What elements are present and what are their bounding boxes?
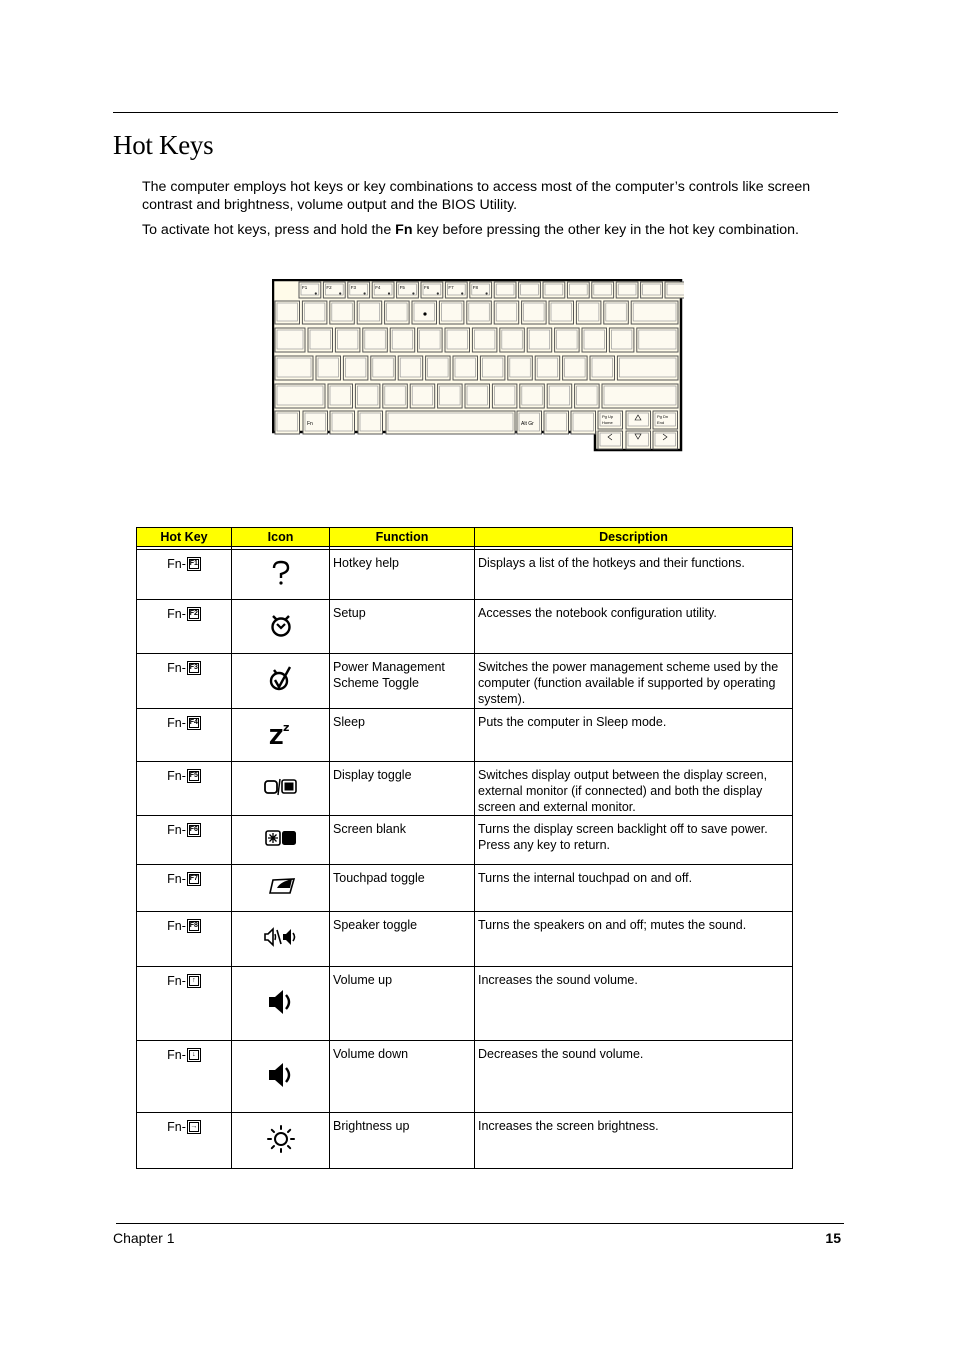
table-row	[137, 967, 793, 1041]
table-row	[137, 816, 793, 865]
keycap-11: →	[187, 1120, 201, 1134]
function-cell: Volume up	[330, 967, 475, 1041]
letter-key	[520, 384, 545, 408]
touchpad-icon	[266, 885, 296, 899]
letter-key	[465, 384, 490, 408]
description-cell: Turns the display screen backlight off to save power. Press any key to return.	[475, 816, 793, 865]
function-cell: Setup	[330, 600, 475, 654]
alt-key	[358, 411, 383, 434]
pgup-label-2: Home	[602, 420, 613, 425]
right-arrow-key	[653, 431, 678, 449]
number-row-key	[467, 301, 492, 324]
screen-blank-icon	[437, 292, 439, 294]
windows-key	[330, 411, 355, 434]
letter-key	[500, 328, 525, 352]
number-row-key	[494, 301, 519, 324]
number-row-key	[385, 301, 410, 324]
table-row	[137, 762, 793, 816]
keycap-4: F4	[187, 716, 201, 730]
left-shift-key	[275, 384, 325, 408]
header-icon: Icon	[232, 528, 330, 547]
letter-key	[438, 384, 463, 408]
letter-key	[547, 384, 572, 408]
letter-key	[335, 328, 360, 352]
ctrl-right-key	[571, 411, 596, 434]
enter-key-lower	[617, 356, 678, 380]
display-toggle-icon	[263, 785, 299, 799]
letter-key	[371, 356, 396, 380]
tab-key	[275, 328, 305, 352]
instruction-paragraph	[142, 221, 842, 239]
function-row-key	[567, 282, 589, 298]
function-row-key	[592, 282, 614, 298]
fn-prefix: Fn-	[167, 823, 186, 837]
question-icon	[269, 575, 293, 589]
description-cell: Turns the speakers on and off; mutes the sound.	[475, 912, 793, 967]
fkey-label-6: F6	[424, 285, 430, 290]
setup-icon	[423, 312, 426, 315]
hotkey-cell	[137, 654, 232, 709]
description-cell: Increases the screen brightness.	[475, 1113, 793, 1169]
svg-text:z: z	[282, 721, 289, 734]
hotkey-cell	[137, 912, 232, 967]
function-cell: Hotkey help	[330, 550, 475, 600]
fkey-label-4: F4	[375, 285, 381, 290]
number-row-key	[439, 301, 464, 324]
letter-key	[316, 356, 341, 380]
description-cell: Switches display output between the display screen, external monitor (if connected) and both the display screen and external monitor.	[475, 762, 793, 816]
fn-prefix: Fn-	[167, 1120, 186, 1134]
function-cell: Touchpad toggle	[330, 865, 475, 912]
header-hot-key: Hot Key	[137, 528, 232, 547]
number-row-key	[604, 301, 629, 324]
letter-key	[390, 328, 415, 352]
hotkey-cell	[137, 865, 232, 912]
description-cell: Accesses the notebook configuration utility.	[475, 600, 793, 654]
icon-cell	[232, 654, 330, 709]
keycap-10: ↓	[187, 1048, 201, 1062]
icon-cell	[232, 600, 330, 654]
number-row-key	[576, 301, 601, 324]
letter-key	[453, 356, 478, 380]
description-cell: Increases the sound volume.	[475, 967, 793, 1041]
icon-cell	[232, 1041, 330, 1113]
left-arrow-key	[598, 431, 623, 449]
speaker-toggle-icon	[263, 937, 299, 951]
icon-cell	[232, 912, 330, 967]
function-row-key	[616, 282, 638, 298]
hotkey-cell	[137, 550, 232, 600]
fkey-label-8: F8	[472, 285, 479, 290]
number-row-key	[522, 301, 547, 324]
brightness-up-icon	[266, 1143, 296, 1157]
function-row-key	[543, 282, 565, 298]
function-cell: Screen blank	[330, 816, 475, 865]
intro-paragraph: The computer employs hot keys or key combinations to access most of the computer’s controls like screen contrast and brightness, volume output and the BIOS Utility.	[142, 179, 811, 213]
fn-prefix: Fn-	[167, 974, 186, 988]
function-cell: Brightness up	[330, 1113, 475, 1169]
letter-key	[555, 328, 580, 352]
fn-prefix: Fn-	[167, 919, 186, 933]
description-cell: Decreases the sound volume.	[475, 1041, 793, 1113]
table-row	[137, 1113, 793, 1169]
fkey-label-5: F5	[399, 285, 405, 290]
letter-key	[363, 328, 388, 352]
letter-key	[582, 328, 607, 352]
fn-prefix: Fn-	[167, 607, 186, 621]
setup-icon	[269, 627, 293, 641]
pgdn-label-1: Pg Dn	[657, 414, 669, 419]
keycap-6: F6	[187, 823, 201, 837]
hotkey-cell	[137, 816, 232, 865]
function-cell: Display toggle	[330, 762, 475, 816]
number-row-key	[302, 301, 327, 324]
display-toggle-icon	[412, 292, 414, 294]
letter-key	[418, 328, 443, 352]
fn-prefix: Fn-	[167, 1048, 186, 1062]
footer-chapter: Chapter 1	[113, 1230, 175, 1246]
icon-cell	[232, 865, 330, 912]
keyboard-illustration	[272, 279, 684, 453]
sleep-icon	[268, 721, 294, 749]
letter-key	[563, 356, 588, 380]
table-row	[137, 709, 793, 762]
number-row-key	[330, 301, 355, 324]
letter-key	[508, 356, 533, 380]
speaker-toggle-icon	[486, 292, 488, 294]
letter-key	[398, 356, 423, 380]
letter-key	[492, 384, 517, 408]
sleep-icon	[388, 292, 390, 294]
letter-key	[426, 356, 451, 380]
ctrl-key	[275, 411, 300, 434]
letter-key	[355, 384, 380, 408]
description-cell: Switches the power management scheme used by the computer (function available if supported by operating system).	[475, 654, 793, 709]
altgr-key-label: Alt Gr	[521, 421, 534, 427]
fn-prefix: Fn-	[167, 557, 186, 571]
pgdn-label-2: End	[657, 420, 665, 425]
setup-icon	[339, 292, 341, 294]
table-row	[137, 865, 793, 912]
table-row	[137, 1041, 793, 1113]
header-description: Description	[475, 528, 793, 547]
hotkey-cell	[137, 762, 232, 816]
backspace-key	[631, 301, 678, 324]
volume-up-icon	[266, 1006, 296, 1020]
number-row-key	[275, 301, 300, 324]
touchpad-icon	[461, 292, 463, 294]
letter-key	[609, 328, 634, 352]
caps-key	[275, 356, 313, 380]
function-cell: Speaker toggle	[330, 912, 475, 967]
fn-prefix: Fn-	[167, 769, 186, 783]
table-row	[137, 550, 793, 600]
instruction-text-end: key before pressing the other key in the hot key combination.	[412, 222, 799, 238]
function-cell: Power Management Scheme Toggle	[330, 654, 475, 709]
table-row	[137, 600, 793, 654]
footer-rule	[116, 1223, 844, 1224]
function-row-key	[519, 282, 541, 298]
enter-key	[637, 328, 678, 352]
letter-key	[383, 384, 408, 408]
letter-key	[328, 384, 353, 408]
function-row-key	[665, 282, 684, 298]
function-row-key	[641, 282, 663, 298]
letter-key	[527, 328, 552, 352]
header-function: Function	[330, 528, 475, 547]
right-shift-key	[602, 384, 678, 408]
letter-key	[575, 384, 600, 408]
power-scheme-icon	[364, 292, 366, 294]
table-header-row	[137, 528, 793, 547]
function-cell: Sleep	[330, 709, 475, 762]
power-scheme-icon	[268, 682, 294, 696]
icon-cell	[232, 709, 330, 762]
fn-prefix: Fn-	[167, 716, 186, 730]
screen-blank-icon	[265, 836, 297, 850]
table-row	[137, 912, 793, 967]
function-cell: Volume down	[330, 1041, 475, 1113]
hotkey-cell	[137, 709, 232, 762]
keycap-7: F7	[187, 872, 201, 886]
function-row-key	[494, 282, 516, 298]
number-row-key	[412, 301, 437, 324]
letter-key	[343, 356, 368, 380]
fn-prefix: Fn-	[167, 661, 186, 675]
icon-cell	[232, 967, 330, 1041]
keycap-2: F2	[187, 607, 201, 621]
pgup-label-1: Pg Up	[602, 414, 614, 419]
icon-cell	[232, 762, 330, 816]
letter-key	[590, 356, 615, 380]
number-row-key	[549, 301, 574, 324]
description-cell: Turns the internal touchpad on and off.	[475, 865, 793, 912]
menu-key	[544, 411, 569, 434]
hotkey-cell	[137, 1113, 232, 1169]
header-rule	[113, 112, 838, 113]
description-cell: Displays a list of the hotkeys and their functions.	[475, 550, 793, 600]
hotkey-cell	[137, 1041, 232, 1113]
instruction-text-start: To activate hot keys, press and hold the	[142, 222, 396, 238]
fkey-label-3: F3	[350, 285, 357, 290]
icon-cell	[232, 816, 330, 865]
space-bar	[386, 411, 515, 434]
keycap-9: ↑	[187, 974, 201, 988]
letter-key	[480, 356, 505, 380]
hotkey-cell	[137, 967, 232, 1041]
footer-page-number: 15	[825, 1230, 841, 1246]
page-title: Hot Keys	[113, 130, 214, 160]
letter-key	[445, 328, 470, 352]
keycap-8: F8	[187, 919, 201, 933]
fkey-label-7: F7	[448, 285, 454, 290]
fn-key-label: Fn	[307, 421, 313, 427]
hotkey-cell	[137, 600, 232, 654]
keycap-1: F1	[187, 557, 201, 571]
fkey-label-1: F1	[302, 285, 308, 290]
keycap-3: F3	[187, 661, 201, 675]
question-icon	[315, 292, 317, 294]
fn-key-name: Fn	[395, 222, 413, 238]
letter-key	[535, 356, 560, 380]
number-row-key	[357, 301, 382, 324]
fkey-label-2: F2	[326, 285, 332, 290]
letter-key	[410, 384, 435, 408]
svg-text:Z: Z	[268, 725, 284, 746]
keycap-5: F5	[187, 769, 201, 783]
table-row	[137, 654, 793, 709]
letter-key	[308, 328, 333, 352]
letter-key	[472, 328, 497, 352]
icon-cell	[232, 550, 330, 600]
hotkeys-table	[136, 527, 793, 1169]
description-cell: Puts the computer in Sleep mode.	[475, 709, 793, 762]
fn-prefix: Fn-	[167, 872, 186, 886]
volume-down-icon	[266, 1079, 296, 1093]
icon-cell	[232, 1113, 330, 1169]
